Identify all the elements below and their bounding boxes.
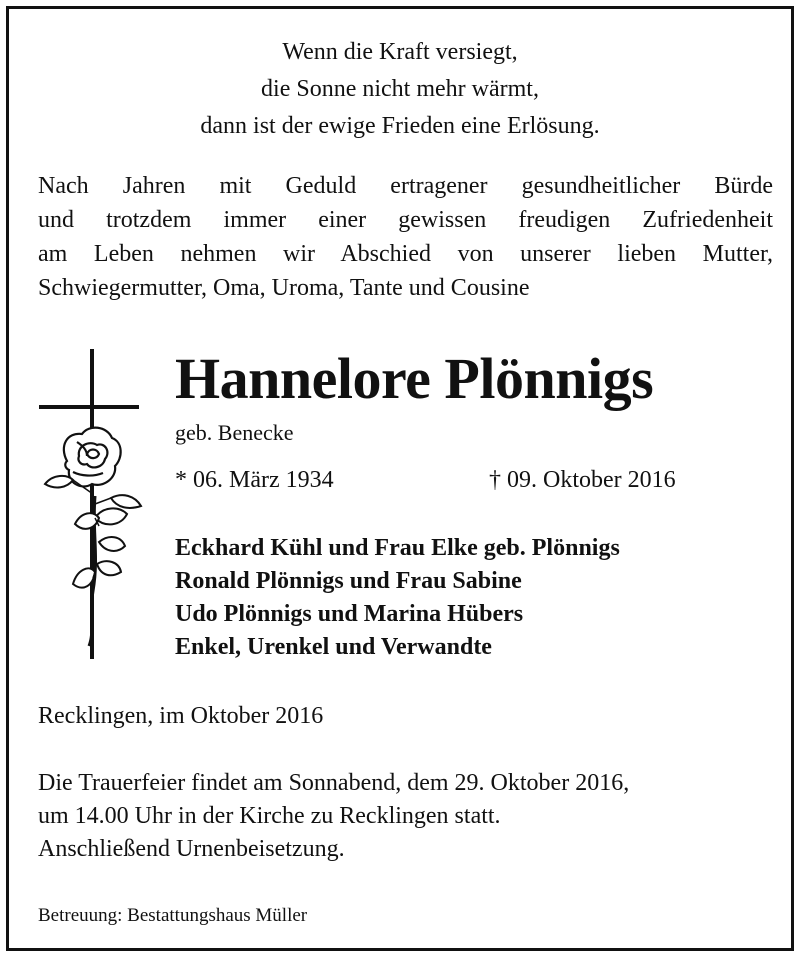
verse-line: dann ist der ewige Frieden eine Erlösung.	[200, 113, 600, 139]
verse	[9, 34, 791, 145]
mourner-line: Enkel, Urenkel und Verwandte	[175, 634, 492, 660]
obituary-notice	[6, 6, 794, 951]
service-line: um 14.00 Uhr in der Kirche zu Recklingen statt.	[38, 803, 501, 829]
funeral-home-credit: Betreuung: Bestattungshaus Müller	[38, 905, 308, 926]
death-date: † 09. Oktober 2016	[489, 467, 676, 493]
cross-with-rose-icon	[37, 346, 147, 666]
service-info	[38, 767, 629, 866]
birth-date: * 06. März 1934	[175, 467, 334, 493]
verse-line: die Sonne nicht mehr wärmt,	[261, 76, 539, 102]
maiden-name: geb. Benecke	[175, 420, 294, 445]
mourner-line: Eckhard Kühl und Frau Elke geb. Plönnigs	[175, 535, 620, 561]
service-line: Die Trauerfeier findet am Sonnabend, dem 29. Oktober 2016,	[38, 770, 630, 796]
place-date: Recklingen, im Oktober 2016	[38, 703, 324, 729]
verse-line: Wenn die Kraft versiegt,	[282, 39, 518, 65]
intro-paragraph	[38, 169, 773, 305]
deceased-name: Hannelore Plönnigs	[175, 346, 654, 411]
intro-line: Schwiegermutter, Oma, Uroma, Tante und Cousine	[38, 275, 530, 301]
mourners-list	[175, 532, 620, 664]
service-line: Anschließend Urnenbeisetzung.	[38, 836, 345, 862]
intro-line: und trotzdem immer einer gewissen freudigen Zufriedenheit	[38, 207, 773, 233]
intro-line: Nach Jahren mit Geduld ertragener gesundheitlicher Bürde	[38, 173, 773, 199]
intro-line: am Leben nehmen wir Abschied von unserer lieben Mutter,	[38, 241, 773, 267]
mourner-line: Ronald Plönnigs und Frau Sabine	[175, 568, 522, 594]
mourner-line: Udo Plönnigs und Marina Hübers	[175, 601, 524, 627]
